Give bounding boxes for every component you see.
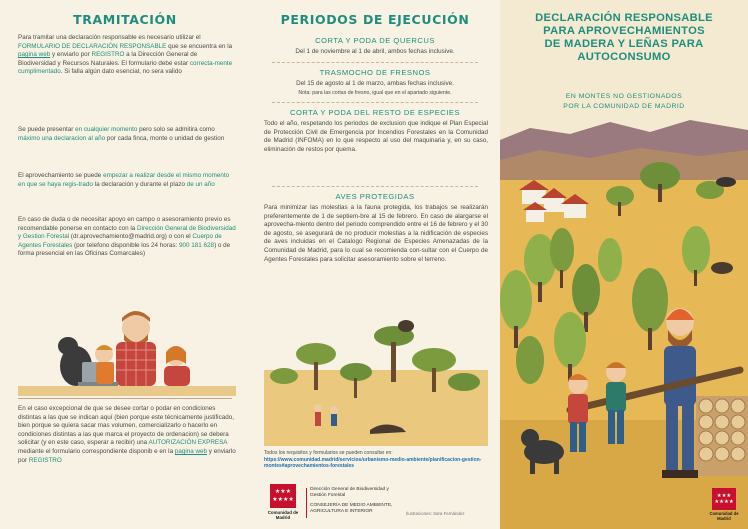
registro-highlight: REGISTRO	[28, 456, 62, 464]
pagina-web-link[interactable]: pagina web	[174, 447, 208, 455]
aves-subtitle: AVES PROTEGIDAS	[335, 192, 415, 201]
formulario-highlight: FORMULARIO DE DECLARACIÓN RESPONSABLE	[18, 42, 167, 50]
cover-title-line: DE MADERA Y LEÑAS PARA	[544, 38, 704, 50]
comunidad-madrid-logo	[264, 484, 302, 524]
resto-especies-subtitle: CORTA Y PODA DEL RESTO DE ESPECIES	[289, 108, 461, 117]
maximo-highlight: máximo una declaracion al año	[18, 134, 106, 142]
text: En caso de duda o de necesitar apoyo en campo o asesoramiento previo es recomendable ponerse en contacto con la	[18, 216, 231, 232]
cumplimentado-highlight: correcta-mente cumplimentado	[18, 59, 233, 76]
cover-title-line: PARA APROVECHAMIENTOS	[543, 25, 705, 37]
divider	[272, 102, 478, 103]
text: a la Dirección General de Biodiversidad y Recursos Naturales. El formulario debe estar	[18, 51, 198, 67]
direccion-general-highlight: Dirección General de Biodiversidad y Gestion Forestal	[18, 224, 236, 241]
text: . Si falla algún dato esencial, no sera valido	[60, 68, 182, 76]
paragraph-formulario	[18, 34, 236, 77]
aves-text: Para minimizar las molestias a la fauna protegida, los trabajos se realizarán preferentemente de 1 de septiem-bre al 15 de febrero. En caso de alargarse el aprovecha-miento dentro del periodo comprendido entre el 16 de febrero y el 30 de agosto, se asegurará de no producir molestias a la nidificación de especies de aves incluidas en el Catalogo Regional de Especies Amenazadas de la Comunidad de Madrid, para lo cual se recomienda con-sultar con el Cuerpo de Agentes Forestales para solicitar asesoramiento sobre el terreno.	[264, 204, 488, 263]
cover-illustration	[500, 0, 748, 529]
paragraph-cualquier-momento	[18, 126, 236, 143]
cover-subtitle-line: EN MONTES NO GESTIONADOS	[565, 93, 683, 100]
fresnos-note: Nota: para las cortas de fresno, igual que en el apartado siguiente.	[298, 90, 452, 96]
comunidad-madrid-logo-cover	[706, 488, 742, 524]
consejeria-name: CONSEJERÍA DE MEDIO AMBIENTE, AGRICULTURA E INTERIOR	[310, 503, 393, 514]
logo-text: Comunidad de Madrid	[709, 511, 739, 521]
text: y enviarlo por	[18, 447, 236, 464]
divider	[272, 186, 478, 187]
cuerpo-agentes-highlight: Cuerpo de Agentes Forestales	[18, 233, 222, 249]
stars-icon: ★★★ ★★★★	[270, 484, 296, 508]
stars-icon: ★★★ ★★★★	[712, 488, 736, 510]
registro-highlight: REGISTRO	[91, 51, 125, 59]
fresnos-subtitle: TRASMOCHO DE FRESNOS	[319, 68, 431, 77]
wood-pile	[696, 396, 748, 476]
paragraph-autorizacion	[18, 405, 236, 465]
panel-tramitacion	[0, 0, 250, 529]
text: y enviarlo por	[50, 51, 92, 59]
quercus-subtitle: CORTA Y PODA DE QUERCUS	[315, 36, 435, 45]
resto-especies-text: Todo el año, respetando los periodos de exclusion que indique el Plan Especial de Protección Civil de Emergencia por Incendios Forestales en la Comunidad de Madrid (INFOMA) en lo que respecto al uso del maquinaria y, en su caso, eliminación de restos por quema.	[264, 120, 488, 153]
paragraph-contacto	[18, 216, 236, 259]
tramitacion-title: TRAMITACIÓN	[73, 12, 177, 27]
panel-periodos	[250, 0, 500, 529]
landscape-illustration	[264, 312, 488, 446]
text: (por telefono disponible los 24 horas:	[72, 241, 180, 249]
phone-number[interactable]: 900 181 628	[179, 241, 215, 249]
text: ) o de forma presencial en las Oficinas Comarcales)	[18, 241, 231, 258]
fresnos-text: Del 15 de agosto al 1 de marzo, ambas fechas inclusive.	[296, 80, 454, 87]
empezar-highlight: empezar a realizar desde el mismo momento en que se haya regis-trado	[18, 172, 230, 188]
momento-highlight: en cualquier momento	[75, 126, 138, 133]
text: El aprovechamiento se puede	[18, 172, 104, 179]
family-laptop-illustration	[18, 306, 236, 400]
quercus-text: Del 1 de noviembre al 1 de abril, ambos fechas inclusive.	[295, 48, 455, 55]
department-name: Dirección General de Biodiversidad y Gestión Forestal	[310, 487, 389, 498]
illustration-credit: Ilustraciones: Sara Fernández	[406, 511, 465, 516]
text: la declaración y durante el plazo	[92, 180, 187, 188]
text: En el caso excepcional de que se desee cortar o podar en condiciones distintas a las que se indican aquí (bien porque este técnicamente justificado, bien porque se quiera sacar mas volumen, comercializarlo o hacerlo en condiciones distintas a las que marca el proyecto de ordenacion) se debera solicitar (y en este caso, esperar a recibir) una	[18, 405, 234, 447]
divider	[18, 398, 232, 399]
cover-title	[510, 12, 738, 64]
requisitos-note: Todos los requisitos y formularios se pueden consultar en:	[264, 450, 393, 456]
text: Se puede presentar	[18, 126, 76, 133]
text: mediante el formulario correspondiente disponib e en la	[18, 447, 175, 455]
cover-subtitle	[510, 92, 738, 112]
text: por cada finca, monte o unidad de gestion	[105, 134, 225, 142]
autorizacion-highlight: AUTORIZACIÓN EXPRESA	[148, 439, 228, 447]
text: pero solo se admitira como	[137, 126, 215, 133]
periodos-title: PERIODOS DE EJECUCIÓN	[280, 12, 470, 27]
divider	[272, 62, 478, 63]
cover-subtitle-line: POR LA COMUNIDAD DE MADRID	[563, 103, 685, 110]
plazo-highlight: de un año	[186, 180, 215, 188]
logo-text: Comunidad de Madrid	[267, 510, 299, 520]
paragraph-empezar	[18, 172, 236, 189]
pagina-web-link[interactable]: pagina web	[18, 51, 51, 59]
panel-cover	[500, 0, 748, 529]
text: (dr.aprovechamiento@madrid.org) o con el	[69, 233, 193, 241]
text: Para tramitar una declaración responsable es necesario utilizar el	[18, 34, 201, 41]
divider	[306, 488, 307, 518]
cover-title-line: DECLARACIÓN RESPONSABLE	[535, 12, 713, 24]
text: que se encuentra en la	[166, 42, 233, 50]
cover-title-line: AUTOCONSUMO	[577, 51, 671, 63]
requisitos-url-link[interactable]: https://www.comunidad.madrid/servicios/urbanismo-medio-ambiente/planificacion-gestion-montes#aprovechamientos-forestales	[264, 457, 482, 470]
